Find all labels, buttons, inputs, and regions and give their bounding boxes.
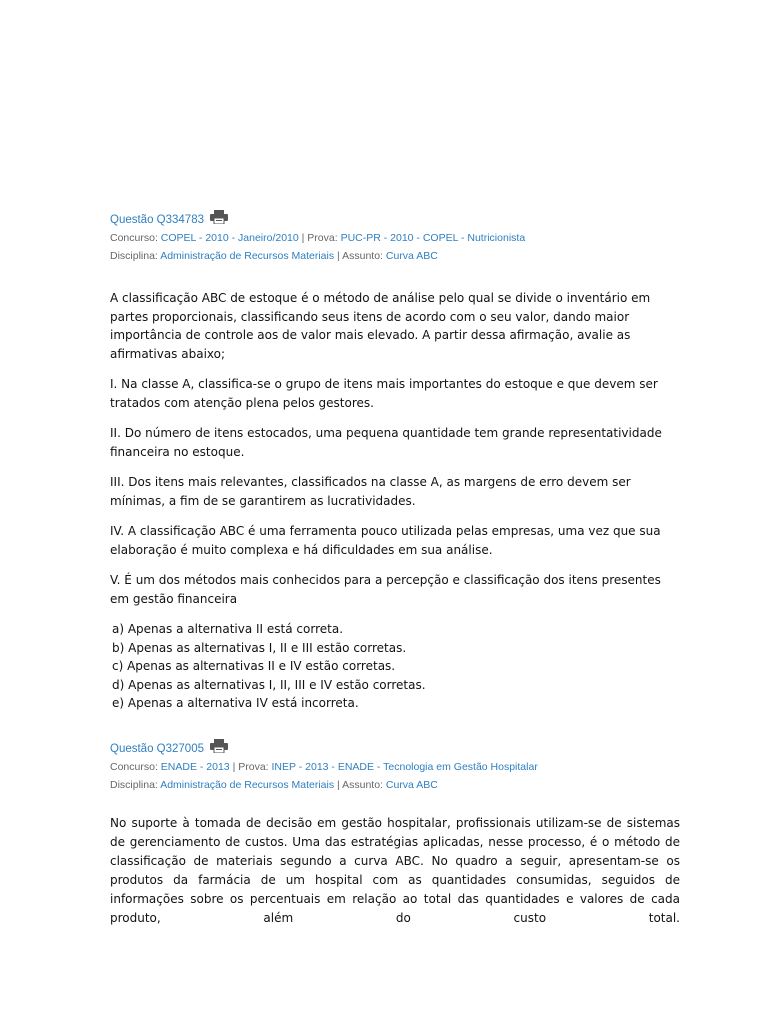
prova-link[interactable]: INEP - 2013 - ENADE - Tecnologia em Gestão Hospitalar xyxy=(271,761,538,773)
disciplina-label: Disciplina: xyxy=(110,250,158,262)
option-c[interactable]: c) Apenas as alternativas II e IV estão corretas. xyxy=(112,659,396,673)
question-1-intro: A classificação ABC de estoque é o método de análise pelo qual se divide o inventário em partes proporcionais, classificando seus itens de acordo com o seu valor, dando maior importância de controle aos de valor mais elevado. A partir dessa afirmação, avalie as afirmativas abaixo; xyxy=(110,291,651,361)
prova-link[interactable]: PUC-PR - 2010 - COPEL - Nutricionista xyxy=(340,232,526,244)
question-2-header xyxy=(110,740,680,794)
prova-label: | Prova: xyxy=(301,232,338,244)
question-1-disciplina-line xyxy=(110,247,680,265)
question-2-link[interactable]: Questão Q327005 xyxy=(110,743,204,755)
question-2-disciplina-line xyxy=(110,776,680,794)
assunto-link[interactable]: Curva ABC xyxy=(385,779,438,791)
option-b[interactable]: b) Apenas as alternativas I, II e III estão corretas. xyxy=(112,640,407,655)
question-1-title-row xyxy=(110,211,680,229)
question-2-title-row xyxy=(110,740,680,758)
option-e[interactable]: e) Apenas a alternativa IV está incorreta. xyxy=(112,696,359,710)
disciplina-link[interactable]: Administração de Recursos Materiais xyxy=(160,779,335,791)
assunto-label: | Assunto: xyxy=(337,779,383,791)
question-1-body xyxy=(110,289,680,713)
statement-5: V. É um dos métodos mais conhecidos para a percepção e classificação dos itens presentes em gestão financeira xyxy=(110,573,661,606)
concurso-link[interactable]: ENADE - 2013 xyxy=(160,761,230,773)
disciplina-label: Disciplina: xyxy=(110,779,158,791)
concurso-label: Concurso: xyxy=(110,761,158,773)
concurso-link[interactable]: COPEL - 2010 - Janeiro/2010 xyxy=(160,232,299,244)
disciplina-link[interactable]: Administração de Recursos Materiais xyxy=(160,250,335,262)
statement-1: I. Na classe A, classifica-se o grupo de itens mais importantes do estoque e que devem ser tratados com atenção plena pelos gestores. xyxy=(110,377,658,410)
statement-3: III. Dos itens mais relevantes, classificados na classe A, as margens de erro devem ser mínimas, a fim de se garantirem as lucratividades. xyxy=(110,475,631,508)
question-2-text: No suporte à tomada de decisão em gestão hospitalar, profissionais utilizam-se de sistemas de gerenciamento de custos. Uma das estratégias aplicadas, nesse processo, é o método de classificação de materiais segundo a curva ABC. No quadro a seguir, apresentam-se os produtos da farmácia de um hospital com as quantidades consumidas, seguidos de informações sobre os percentuais em relação ao total das quantidades e valores de cada produto, além do custo total. xyxy=(110,816,680,925)
question-1-header xyxy=(110,211,680,265)
option-a[interactable]: a) Apenas a alternativa II está correta. xyxy=(112,622,344,636)
question-1-link[interactable]: Questão Q334783 xyxy=(110,214,204,226)
printer-icon[interactable] xyxy=(210,210,228,224)
statement-4: IV. A classificação ABC é uma ferramenta pouco utilizada pelas empresas, uma vez que sua elaboração é muito complexa e há dificuldades em sua análise. xyxy=(110,524,661,557)
question-1-concurso-line xyxy=(110,229,680,247)
printer-icon[interactable] xyxy=(210,739,228,753)
assunto-label: | Assunto: xyxy=(337,250,383,262)
option-d[interactable]: d) Apenas as alternativas I, II, III e IV estão corretas. xyxy=(112,677,426,692)
prova-label: | Prova: xyxy=(232,761,269,773)
question-2-concurso-line xyxy=(110,758,680,776)
statement-2: II. Do número de itens estocados, uma pequena quantidade tem grande representatividade financeira no estoque. xyxy=(110,426,662,459)
question-2-body xyxy=(110,814,680,940)
answer-options xyxy=(110,620,680,713)
assunto-link[interactable]: Curva ABC xyxy=(385,250,438,262)
concurso-label: Concurso: xyxy=(110,232,158,244)
